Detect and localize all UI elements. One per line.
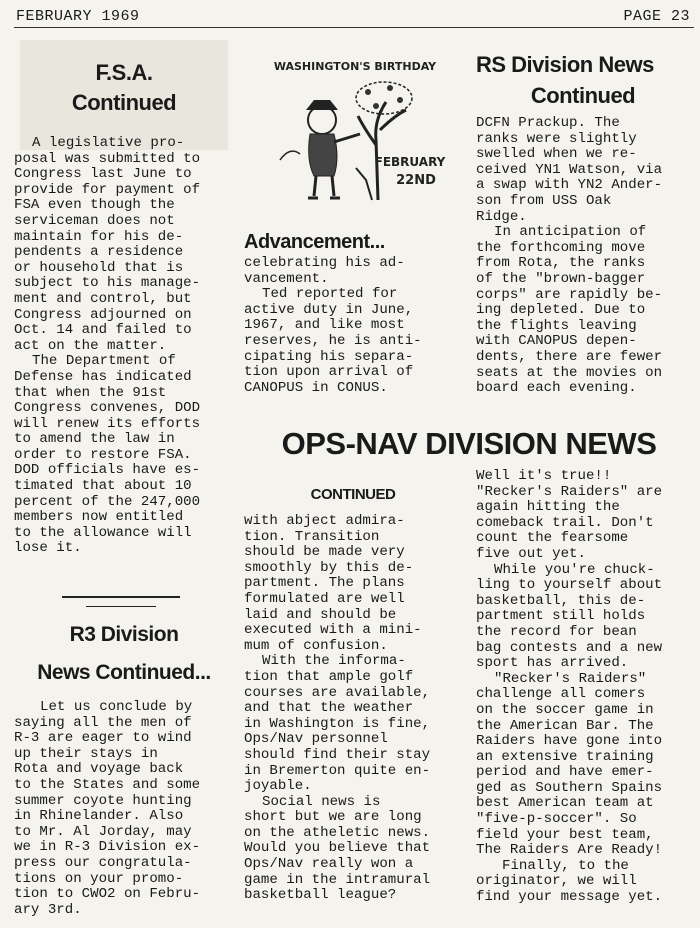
page-number: PAGE 23 (623, 8, 690, 25)
opsnav-c1-paragraph-3: Social news is short but we are long on the atheletic news. Would you believe that Ops/Nav really won a game in the intramural basketball league? (244, 793, 431, 904)
opsnav-title: OPS-NAV DIVISION NEWS (281, 426, 657, 461)
fsa-paragraph-1: A legislative pro- posal was submitted to Congress last June to provide for payment of FSA even though the serviceman does not maintain for his de- pendents a residence or household that is subject to his manage- ment and control, but Congress adjourned on Oct. 14 and failed to act on the matter. (14, 135, 201, 354)
fsa-subtitle: Continued (71, 90, 177, 115)
r3-article (14, 620, 234, 918)
rs-paragraph-1: DCFN Prackup. The ranks were slightly swelled when we re- ceived YN1 Watson, via a swap with YN2 Ander- son from USS Oak Ridge. (476, 115, 663, 225)
opsnav-c1-paragraph-2: With the informa- tion that ample golf courses are available, and that the weather in Washington is fine, Ops/Nav personnel should find their stay in Bremerton quite en- joyable. (244, 653, 431, 795)
opsnav-c2-paragraph-1: Well it's true!! "Recker's Raiders" are again hitting the comeback trail. Don't count the fearsome five out yet. (476, 469, 663, 562)
opsnav-subtitle: CONTINUED (310, 486, 396, 503)
opsnav-c2-paragraph-2: While you're chuck- ling to yourself about basketball, this de- partment still holds the record for bean bag contests and a new sport has arrived. (476, 561, 663, 672)
washington-birthday-cartoon (260, 50, 450, 220)
r3-subtitle: News Continued... (37, 661, 211, 684)
advancement-article (244, 228, 462, 396)
cartoon-caption-top: WASHINGTON'S BIRTHDAY (273, 60, 437, 73)
fsa-paragraph-2: The Department of Defense has indicated that when the 91st Congress convenes, DOD will renew its efforts to amend the law in order to restore FSA. DOD officials have es- timated that about 10 percent of the 247,000 members now entitled to the allowance will lose it. (14, 353, 201, 557)
opsnav-column-2 (476, 469, 690, 906)
section-divider (62, 596, 180, 598)
header-rule (14, 27, 694, 28)
rs-division-article (476, 50, 690, 397)
cartoon-caption-month: FEBRUARY (374, 155, 446, 169)
section-divider-short (86, 606, 156, 607)
advancement-paragraph-2: Ted reported for active duty in June, 1967, and like most reserves, he is anti- cipating his separa- tion upon arrival of CANOPUS in CONUS. (244, 286, 422, 396)
r3-paragraph-1: Let us conclude by saying all the men of R-3 are eager to wind up their stays in Rota and voyage back to the States and some summer coyote hunting in Rhinelander. Also to Mr. Al Jorday, may we in R-3 Division ex- press our congratula- tions on your promo- tion to CWO2 on Febru- ary 3rd. (14, 699, 201, 918)
opsnav-column-1 (244, 484, 462, 904)
cartoon-illustration (260, 50, 450, 220)
fsa-article (14, 58, 234, 557)
rs-title: RS Division News (476, 52, 654, 77)
cartoon-caption-day: 22ND (396, 173, 436, 188)
opsnav-c2-paragraph-3: "Recker's Raiders" challenge all comers on the soccer game in the American Bar. The Raiders have gone into an extensive training period and have emer- ged as Southern Spains best American team at "five-p-soccer". So field your best team, The Raiders Are Ready! (476, 670, 663, 859)
issue-date: FEBRUARY 1969 (16, 8, 140, 25)
opsnav-c2-paragraph-4: Finally, to the originator, we will find your message yet. (476, 857, 663, 906)
advancement-title: Advancement... (244, 231, 385, 253)
opsnav-c1-paragraph-1: with abject admira- tion. Transition should be made very smoothly by this de- partment. The plans formulated are well laid and should be executed with a mini- mum of confusion. (244, 513, 422, 654)
advancement-paragraph-1: celebrating his ad- vancement. (244, 255, 405, 287)
rs-paragraph-2: In anticipation of the forthcoming move from Rota, the ranks of the "brown-bagger corps" are rapidly be- ing depleted. Due to the flights leaving with CANOPUS depen- dents, there are fewer seats at the movies on board each evening. (476, 224, 663, 397)
opsnav-headline-block (244, 420, 694, 468)
fsa-title: F.S.A. (95, 60, 153, 85)
rs-subtitle: Continued (530, 83, 636, 108)
r3-title: R3 Division (69, 623, 179, 646)
